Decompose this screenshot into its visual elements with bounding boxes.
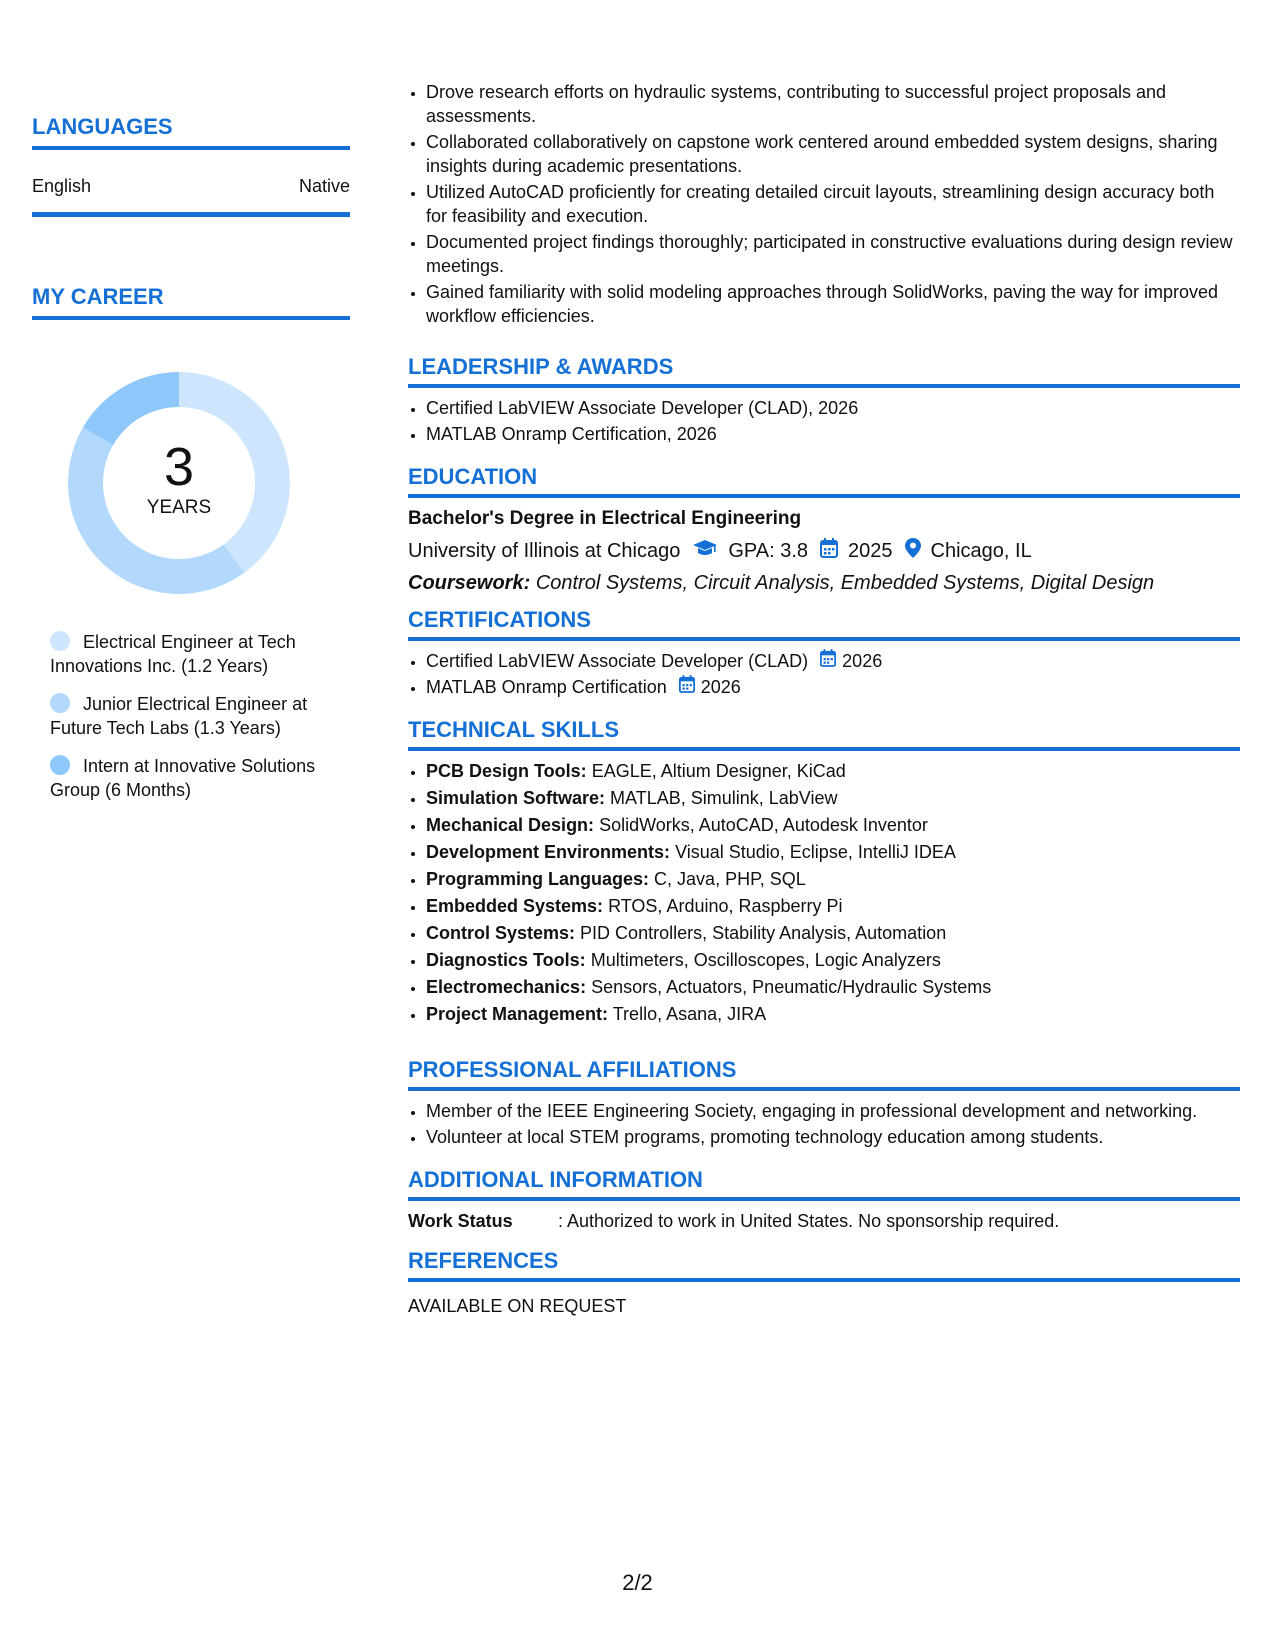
education-details bbox=[408, 538, 1240, 564]
coursework-list: Control Systems, Circuit Analysis, Embedded Systems, Digital Design bbox=[535, 572, 1155, 594]
skill-value: SolidWorks, AutoCAD, Autodesk Inventor bbox=[599, 815, 928, 835]
experience-bullet: • Documented project findings thoroughly; participated in constructive evaluations during design review meetings. bbox=[426, 230, 1240, 278]
page-number: 2/2 bbox=[622, 1570, 653, 1595]
certification-item bbox=[426, 675, 1240, 699]
experience-bullet: • Collaborated collaboratively on capstone work centered around embedded system designs, sharing insights during academic presentations. bbox=[426, 130, 1240, 178]
language-row bbox=[32, 176, 350, 217]
legend-label: Intern at Innovative Solutions Group (6 Months) bbox=[50, 756, 316, 800]
skill-item bbox=[426, 1002, 1240, 1027]
coursework-label: Coursework: bbox=[408, 572, 531, 594]
skills-heading: TECHNICAL SKILLS bbox=[408, 717, 1240, 751]
skill-value: Multimeters, Oscilloscopes, Logic Analyzers bbox=[590, 950, 941, 970]
references-text: AVAILABLE ON REQUEST bbox=[408, 1296, 627, 1316]
skill-value: MATLAB, Simulink, LabView bbox=[610, 788, 838, 808]
donut-center bbox=[66, 370, 292, 596]
skill-label: Simulation Software: bbox=[426, 788, 606, 808]
experience-bullet: • Drove research efforts on hydraulic systems, contributing to successful project proposals and assessments. bbox=[426, 80, 1240, 128]
references-heading: REFERENCES bbox=[408, 1248, 1240, 1282]
affiliations-section bbox=[408, 1057, 1240, 1151]
affiliation-item: • Member of the IEEE Engineering Society, engaging in professional development and networking. bbox=[426, 1099, 1240, 1123]
skill-value: Visual Studio, Eclipse, IntelliJ IDEA bbox=[675, 842, 956, 862]
skill-label: Control Systems: bbox=[426, 923, 576, 943]
career-total-unit: YEARS bbox=[146, 497, 212, 518]
graduation-cap-icon bbox=[692, 539, 718, 563]
skill-item bbox=[426, 867, 1240, 892]
leadership-item: • Certified LabVIEW Associate Developer (CLAD), 2026 bbox=[426, 396, 1240, 420]
work-status-label: Work Status bbox=[408, 1211, 513, 1231]
references-section bbox=[408, 1248, 1240, 1317]
experience-bullet: • Utilized AutoCAD proficiently for creating detailed circuit layouts, streamlining design accuracy both for feasibility and execution. bbox=[426, 180, 1240, 228]
skill-item bbox=[426, 759, 1240, 784]
leadership-heading: LEADERSHIP & AWARDS bbox=[408, 354, 1240, 388]
legend-dot bbox=[50, 693, 70, 713]
skill-label: PCB Design Tools: bbox=[426, 761, 587, 781]
work-status-row bbox=[408, 1211, 1240, 1232]
additional-info-heading: ADDITIONAL INFORMATION bbox=[408, 1167, 1240, 1201]
skill-label: Mechanical Design: bbox=[426, 815, 595, 835]
affiliation-item: • Volunteer at local STEM programs, promoting technology education among students. bbox=[426, 1125, 1240, 1149]
career-donut-chart bbox=[66, 370, 292, 596]
calendar-icon bbox=[679, 675, 695, 699]
affiliations-heading: PROFESSIONAL AFFILIATIONS bbox=[408, 1057, 1240, 1091]
skill-item bbox=[426, 786, 1240, 811]
certifications-heading: CERTIFICATIONS bbox=[408, 607, 1240, 641]
legend-label: Junior Electrical Engineer at Future Tech Labs (1.3 Years) bbox=[50, 694, 308, 738]
experience-bullet: • Gained familiarity with solid modeling approaches through SolidWorks, paving the way for improved workflow efficiencies. bbox=[426, 280, 1240, 328]
education-school: University of Illinois at Chicago bbox=[408, 539, 681, 562]
location-pin-icon bbox=[905, 538, 921, 564]
education-gpa: GPA: 3.8 bbox=[728, 539, 809, 562]
skills-section bbox=[408, 717, 1240, 1029]
skill-item bbox=[426, 975, 1240, 1000]
career-legend bbox=[50, 630, 340, 816]
certification-name: • Certified LabVIEW Associate Developer (CLAD) bbox=[426, 651, 809, 671]
calendar-icon bbox=[820, 538, 838, 564]
education-location: Chicago, IL bbox=[930, 539, 1032, 562]
skill-label: Electromechanics: bbox=[426, 977, 587, 997]
skill-label: Diagnostics Tools: bbox=[426, 950, 586, 970]
career-heading: MY CAREER bbox=[32, 284, 350, 320]
additional-info-section bbox=[408, 1167, 1240, 1232]
legend-dot bbox=[50, 631, 70, 651]
skill-label: Project Management: bbox=[426, 1004, 609, 1024]
skill-value: RTOS, Arduino, Raspberry Pi bbox=[608, 896, 843, 916]
certification-year: 2026 bbox=[700, 677, 741, 697]
skill-label: Programming Languages: bbox=[426, 869, 650, 889]
language-name: English bbox=[32, 176, 92, 196]
certifications-section bbox=[408, 607, 1240, 701]
certification-year: 2026 bbox=[842, 651, 883, 671]
skill-value: PID Controllers, Stability Analysis, Automation bbox=[580, 923, 947, 943]
skill-item bbox=[426, 948, 1240, 973]
education-heading: EDUCATION bbox=[408, 464, 1240, 498]
skill-value: Sensors, Actuators, Pneumatic/Hydraulic Systems bbox=[591, 977, 992, 997]
legend-label: Electrical Engineer at Tech Innovations Inc. (1.2 Years) bbox=[50, 632, 296, 676]
leadership-item: • MATLAB Onramp Certification, 2026 bbox=[426, 422, 1240, 446]
calendar-icon bbox=[820, 649, 836, 673]
education-section bbox=[408, 464, 1240, 595]
skill-item bbox=[426, 894, 1240, 919]
skill-item bbox=[426, 921, 1240, 946]
skill-value: Trello, Asana, JIRA bbox=[612, 1004, 767, 1024]
skill-value: C, Java, PHP, SQL bbox=[654, 869, 806, 889]
legend-dot bbox=[50, 755, 70, 775]
education-coursework bbox=[408, 572, 1240, 595]
skill-item bbox=[426, 840, 1240, 865]
language-level: Native bbox=[298, 176, 350, 196]
skill-item bbox=[426, 813, 1240, 838]
work-status-value: : Authorized to work in United States. No sponsorship required. bbox=[558, 1211, 1060, 1231]
experience-bullets bbox=[408, 80, 1240, 330]
certification-item bbox=[426, 649, 1240, 673]
legend-item bbox=[50, 630, 340, 678]
legend-item bbox=[50, 692, 340, 740]
education-year: 2025 bbox=[848, 539, 893, 562]
skill-label: Embedded Systems: bbox=[426, 896, 604, 916]
education-degree: Bachelor's Degree in Electrical Engineering bbox=[408, 508, 802, 529]
certification-name: • MATLAB Onramp Certification bbox=[426, 677, 667, 697]
legend-item bbox=[50, 754, 340, 802]
languages-heading: LANGUAGES bbox=[32, 114, 350, 150]
skill-label: Development Environments: bbox=[426, 842, 671, 862]
leadership-section bbox=[408, 354, 1240, 448]
skill-value: EAGLE, Altium Designer, KiCad bbox=[591, 761, 846, 781]
career-total-number: 3 bbox=[163, 437, 195, 497]
